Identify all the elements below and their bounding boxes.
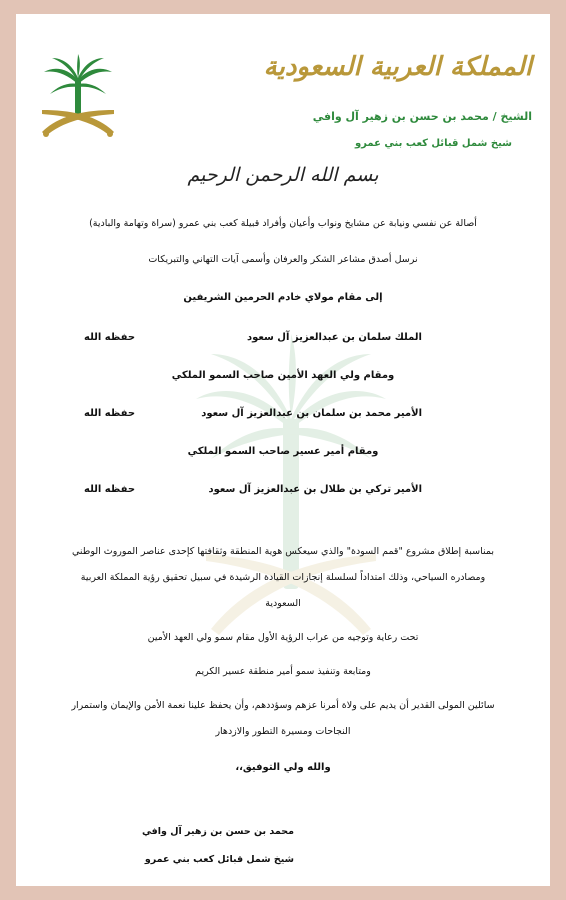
blessing-king: حفظه الله bbox=[84, 332, 136, 343]
signature-title: شيخ شمل قبائل كعب بني عمرو bbox=[144, 854, 294, 865]
blessing-crown-prince: حفظه الله bbox=[84, 408, 136, 419]
basmala: بسم الله الرحمن الرحيم bbox=[187, 164, 379, 186]
saudi-emblem-icon bbox=[38, 54, 118, 138]
intro-line-1: أصالة عن نفسي ونيابة عن مشايخ ونواب وأعيان وأفراد قبيلة كعب بني عمرو (سراة وتهامة والبادية) bbox=[89, 218, 477, 229]
to-king-line: إلى مقام مولاي خادم الحرمين الشريفين bbox=[183, 292, 383, 303]
crown-prince-title: ومقام ولي العهد الأمين صاحب السمو الملكي bbox=[171, 370, 395, 381]
crown-prince-name: الأمير محمد بن سلمان بن عبدالعزيز آل سعود bbox=[201, 408, 422, 419]
blessing-asir: حفظه الله bbox=[84, 484, 136, 495]
occasion-line-2: ومصادره السياحي، وذلك امتداداً لسلسلة إنجازات القيادة الرشيدة في سبيل تحقيق رؤية المملكة العربية bbox=[80, 572, 486, 583]
occasion-line-1: بمناسبة إطلاق مشروع "قمم السودة" والذي سيعكس هوية المنطقة وثقافتها كإحدى عناصر الموروث الوطني bbox=[71, 546, 495, 557]
signature-name: محمد بن حسن بن زهير آل وافي bbox=[141, 826, 294, 837]
occasion-line-3: السعودية bbox=[265, 598, 301, 609]
asir-title: ومقام أمير عسير صاحب السمو الملكي bbox=[187, 446, 379, 457]
prayer-line-1: سائلين المولى القدير أن يديم على ولاة أمرنا عزهم وسؤددهم، وأن يحفظ علينا نعمة الأمن والإيمان واستمرار bbox=[71, 700, 495, 711]
patronage-line: تحت رعاية وتوجيه من عراب الرؤية الأول مقام سمو ولي العهد الأمين bbox=[147, 632, 419, 643]
asir-prince-name: الأمير تركي بن طلال بن عبدالعزيز آل سعود bbox=[208, 484, 422, 495]
sheikh-title: شيخ شمل قبائل كعب بني عمرو bbox=[354, 138, 512, 149]
kingdom-title: المملكة العربية السعودية bbox=[263, 52, 532, 82]
prayer-line-2: النجاحات ومسيرة التطور والازدهار bbox=[215, 726, 351, 737]
king-name: الملك سلمان بن عبدالعزيز آل سعود bbox=[246, 332, 422, 343]
follow-up-line: ومتابعة وتنفيذ سمو أمير منطقة عسير الكريم bbox=[195, 666, 371, 677]
sheikh-name: الشيخ / محمد بن حسن بن زهير آل وافي bbox=[312, 110, 532, 123]
closing-line: والله ولي التوفيق،، bbox=[235, 762, 331, 773]
intro-line-2: نرسل أصدق مشاعر الشكر والعرفان وأسمى آيات التهاني والتبريكات bbox=[148, 254, 418, 265]
letter-page bbox=[16, 14, 550, 886]
